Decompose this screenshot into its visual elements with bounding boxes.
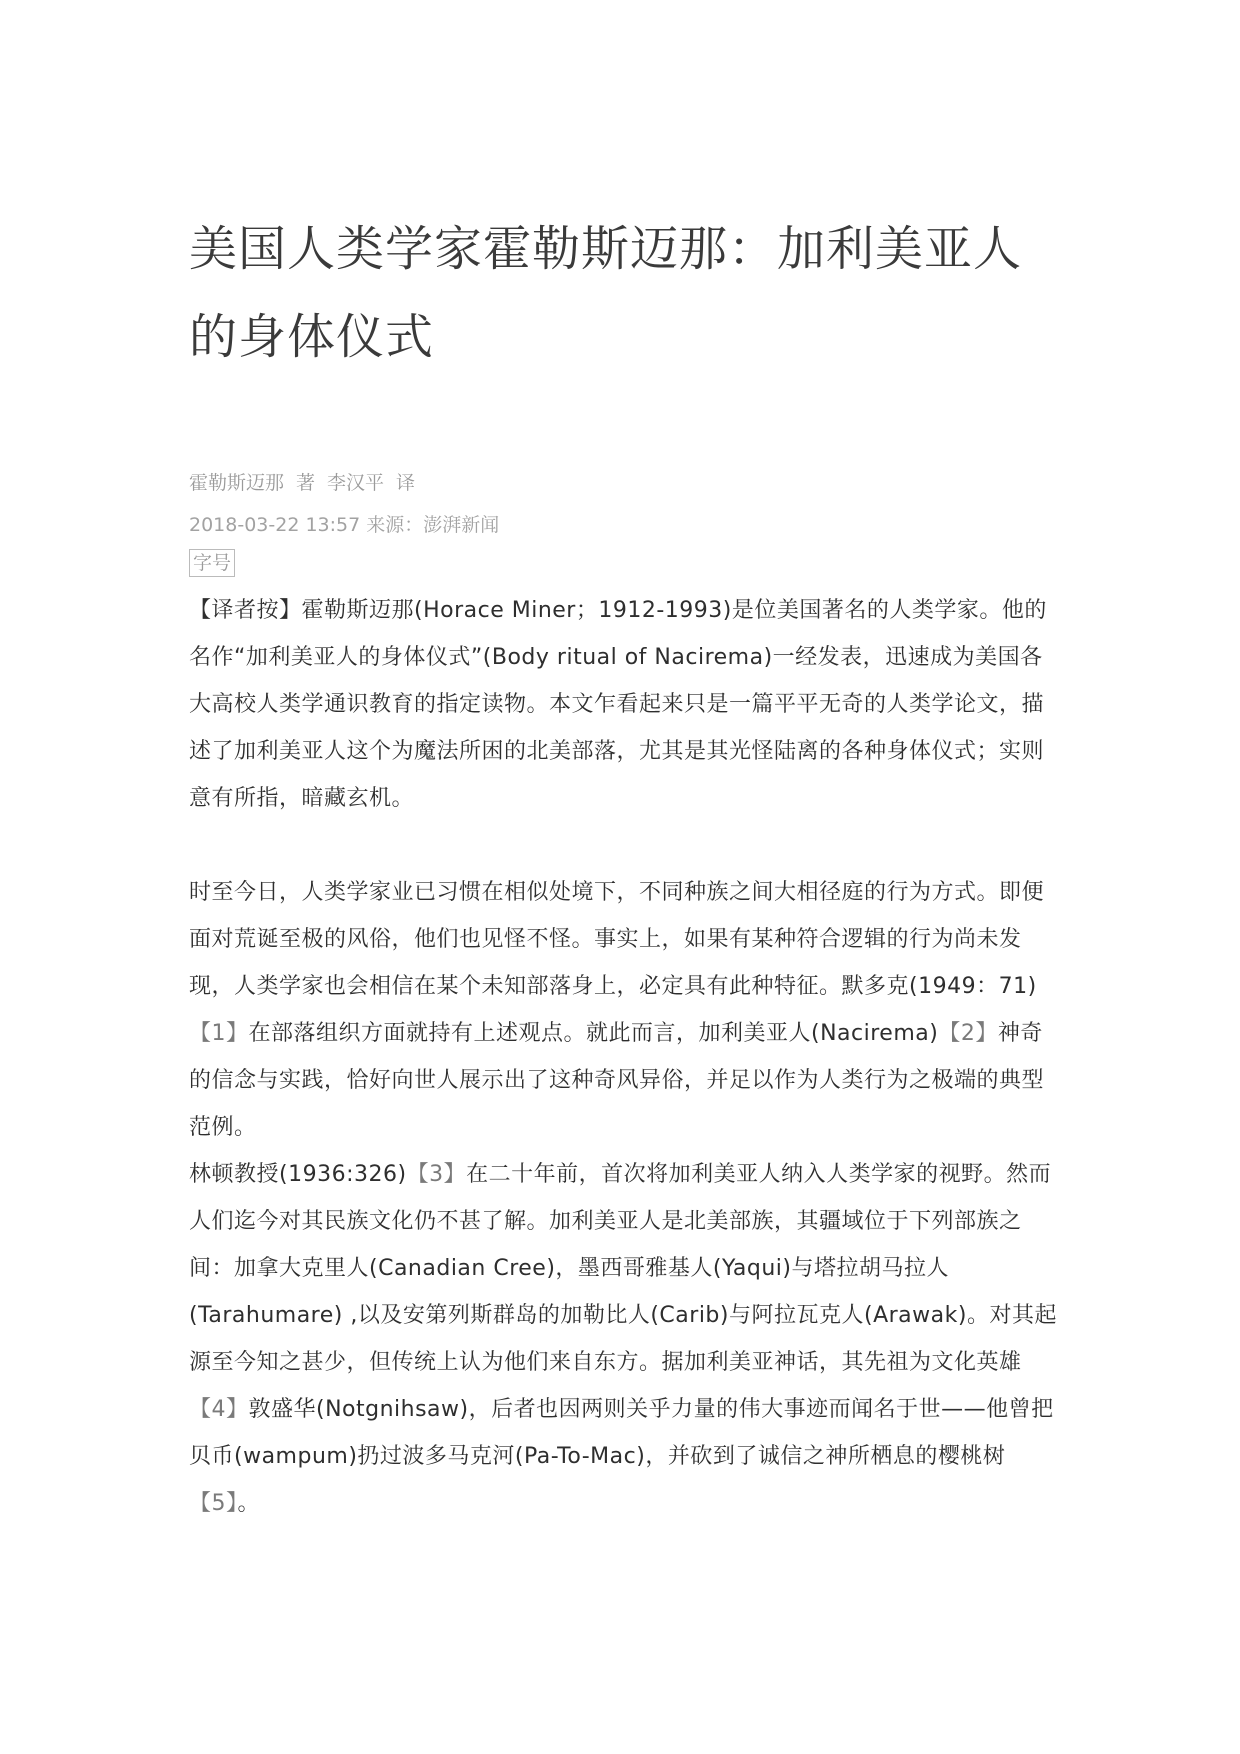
footnote-ref-4[interactable]: 【4】 <box>189 1397 249 1422</box>
body-paragraph-1 <box>189 869 1059 1151</box>
paragraph-text: 林顿教授(1936:326) <box>189 1162 407 1187</box>
article-title: 美国人类学家霍勒斯迈那：加利美亚人的身体仪式 <box>189 221 1023 365</box>
footnote-ref-5[interactable]: 【5】 <box>189 1491 238 1516</box>
source-name: 澎湃新闻 <box>423 514 500 536</box>
body-paragraph-2 <box>189 1151 1059 1527</box>
author-name: 霍勒斯迈那 <box>189 472 285 494</box>
byline <box>189 461 1059 505</box>
paragraph-text: 时至今日，人类学家业已习惯在相似处境下，不同种族之间大相径庭的行为方式。即便面对荒诞至极的风俗，他们也见怪不怪。事实上，如果有某种符合逻辑的行为尚未发现，人类学家也会相信在某个未知部落身上，必定具有此种特征。默多克(1949：71) <box>189 880 1045 999</box>
article-body <box>189 587 1059 1527</box>
paragraph-text: 在二十年前，首次将加利美亚人纳入人类学家的视野。然而人们迄今对其民族文化仍不甚了解。加利美亚人是北美部族，其疆域位于下列部族之间：加拿大克里人(Canadian Cree)，墨西哥雅基人(Yaqui)与塔拉胡马拉人(Tarahumare) ,以及安第列斯群岛的加勒比人(Carib)与阿拉瓦克人(Arawak)。对其起源至今知之甚少，但传统上认为他们来自东方。据加利美亚神话，其先祖为文化英雄 <box>189 1162 1057 1375</box>
paragraph-text: 。 <box>237 1491 261 1516</box>
translator-note-paragraph: 【译者按】霍勒斯迈那(Horace Miner；1912-1993)是位美国著名的人类学家。他的名作“加利美亚人的身体仪式”(Body ritual of Nacirema)一经发表，迅速成为美国各大高校人类学通识教育的指定读物。本文乍看起来只是一篇平平无奇的人类学论文，描述了加利美亚人这个为魔法所困的北美部落，尤其是其光怪陆离的各种身体仪式；实则意有所指，暗藏玄机。 <box>189 598 1047 811</box>
footnote-ref-1[interactable]: 【1】 <box>189 1021 249 1046</box>
paragraph-text: 在部落组织方面就持有上述观点。就此而言，加利美亚人(Nacirema) <box>248 1021 939 1046</box>
article-meta <box>189 505 1059 545</box>
source-label: 来源： <box>366 514 424 536</box>
article <box>189 205 1059 1527</box>
footnote-ref-3[interactable]: 【3】 <box>406 1162 467 1187</box>
paragraph-text: 敦盛华(Notgnihsaw)，后者也因两则关乎力量的伟大事迹而闻名于世——他曾把贝币(wampum)扔过波多马克河(Pa-To-Mac)，并砍到了诚信之神所栖息的樱桃树 <box>189 1397 1054 1469</box>
publish-datetime: 2018-03-22 13:57 <box>189 514 361 536</box>
footnote-ref-2[interactable]: 【2】 <box>938 1021 998 1046</box>
translator-role: 译 <box>396 472 416 494</box>
translator-name: 李汉平 <box>327 472 385 494</box>
font-size-button[interactable]: 字号 <box>189 549 235 577</box>
author-role: 著 <box>296 472 316 494</box>
paragraph-text: 神奇的信念与实践，恰好向世人展示出了这种奇风异俗，并足以作为人类行为之极端的典型范例。 <box>189 1021 1045 1140</box>
